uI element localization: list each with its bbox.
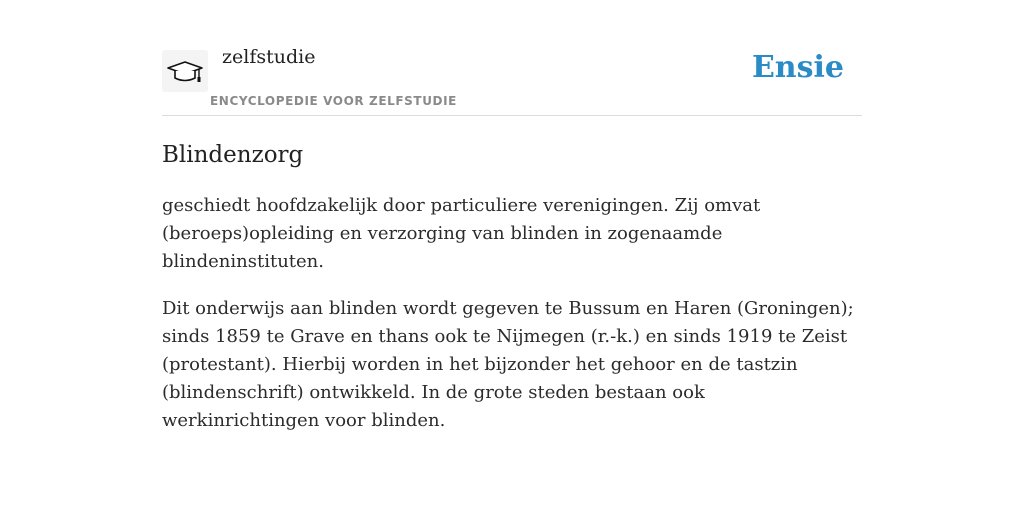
graduation-cap-icon	[166, 56, 204, 86]
site-logo[interactable]	[162, 50, 208, 92]
article-title: Blindenzorg	[162, 142, 304, 168]
ensie-brand-link[interactable]: Ensie	[751, 50, 844, 85]
site-tagline: ENCYCLOPEDIE VOOR ZELFSTUDIE	[210, 94, 457, 108]
page	[162, 0, 862, 435]
site-name-link[interactable]: zelfstudie	[222, 46, 316, 68]
article-paragraph: geschiedt hoofdzakelijk door particuliere verenigingen. Zij omvat (beroeps)opleiding en verzorging van blinden in zogenaamde blindeninstituten.	[162, 195, 761, 272]
site-header	[162, 0, 862, 116]
article-paragraph: Dit onderwijs aan blinden wordt gegeven te Bussum en Haren (Groningen); sinds 1859 te Grave en thans ook te Nijmegen (r.-k.) en sinds 1919 te Zeist (protestant). Hierbij worden in het bijzonder het gehoor en de tastzin (blindenschrift) ontwikkeld. In de grote steden bestaan ook werkinrichtingen voor blinden.	[162, 298, 854, 431]
